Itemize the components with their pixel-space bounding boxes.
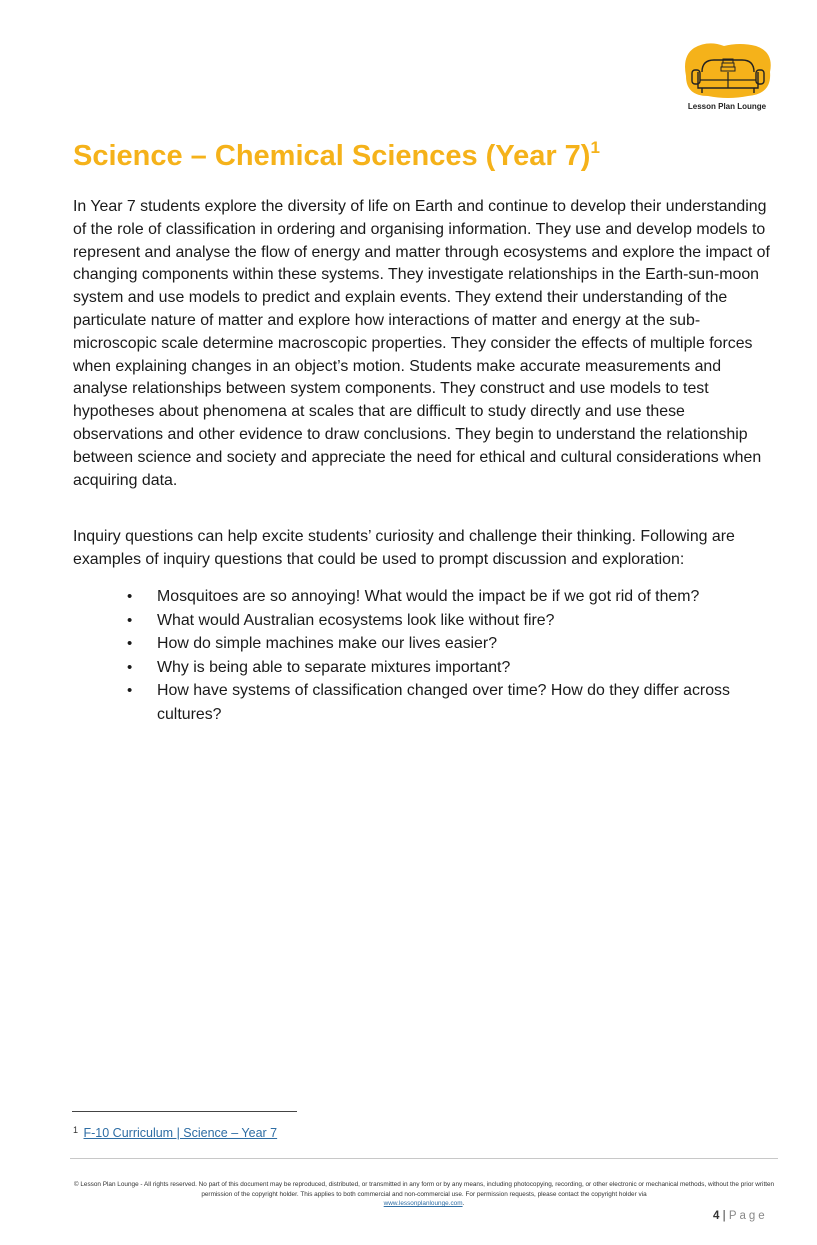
- inquiry-questions-list: [73, 585, 778, 727]
- page-title-text: Science – Chemical Sciences (Year 7): [73, 140, 591, 172]
- copyright-notice: [70, 1180, 778, 1209]
- bullet-icon: •: [127, 588, 133, 605]
- sofa-logo-icon: [684, 42, 772, 98]
- footnote: [73, 1125, 277, 1140]
- list-item: [73, 656, 778, 680]
- list-item: [73, 609, 778, 633]
- bullet-icon: •: [127, 635, 133, 653]
- question-text: Mosquitoes are so annoying! What would the impact be if we got rid of them?: [157, 588, 700, 605]
- footer-divider: [70, 1158, 778, 1159]
- list-item: [73, 585, 778, 609]
- page-word: Page: [728, 1210, 768, 1222]
- website-suffix: .: [462, 1200, 465, 1207]
- question-text: Why is being able to separate mixtures important?: [157, 658, 511, 676]
- footnote-marker: 1: [73, 1125, 79, 1135]
- list-item: [73, 632, 778, 656]
- curriculum-link[interactable]: F-10 Curriculum | Science – Year 7: [83, 1126, 278, 1140]
- copyright-text: © Lesson Plan Lounge - All rights reserved. No part of this document may be reproduced, distributed, or transmitted in any form or by any means, including photocopying, recording, or other electronic or mechanical methods, without the prior written permission of the copyright holder. This applies to both commercial and non-commercial use. For permission requests, please contact the copyright holder via: [73, 1181, 775, 1198]
- question-text: How do simple machines make our lives easier?: [157, 635, 498, 653]
- website-link[interactable]: www.lessonplanlounge.com: [383, 1200, 463, 1207]
- question-text: What would Australian ecosystems look like without fire?: [157, 611, 555, 629]
- bullet-icon: •: [127, 682, 133, 700]
- logo-text: Lesson Plan Lounge: [687, 102, 767, 111]
- page-number-value: 4: [713, 1210, 720, 1222]
- question-text: How have systems of classification changed over time? How do they differ across cultures?: [157, 682, 730, 723]
- footnote-divider: [72, 1111, 297, 1112]
- page-title: [73, 138, 600, 173]
- intro-paragraph: In Year 7 students explore the diversity of life on Earth and continue to develop their understanding of the role of classification in ordering and organising information. They use and develop models to represent and analyse the flow of energy and matter through ecosystems and explore the impact of changing components within these systems. They investigate relationships in the Earth-sun-moon system and use models to predict and explain events. They extend their understanding of the particulate nature of matter and explore how interactions of matter and energy at the sub-microscopic scale determine macroscopic properties. They consider the effects of multiple forces when explaining changes in an object’s motion. Students make accurate measurements and analyse relationships between system components. They construct and use models to test hypotheses about phenomena at scales that are difficult to study directly and use these observations and other evidence to draw conclusions. They begin to understand the relationship between science and society and appreciate the need for ethical and cultural considerations when acquiring data.: [73, 198, 770, 489]
- inquiry-paragraph: Inquiry questions can help excite students’ curiosity and challenge their thinking. Following are examples of inquiry questions that could be used to prompt discussion and exploration:: [73, 528, 735, 568]
- bullet-icon: •: [127, 658, 133, 676]
- page-separator: |: [722, 1210, 726, 1222]
- brand-logo: [680, 40, 780, 116]
- list-item: [73, 679, 778, 726]
- title-footnote-marker[interactable]: 1: [590, 138, 600, 157]
- page-number: [713, 1210, 768, 1222]
- bullet-icon: •: [127, 611, 133, 629]
